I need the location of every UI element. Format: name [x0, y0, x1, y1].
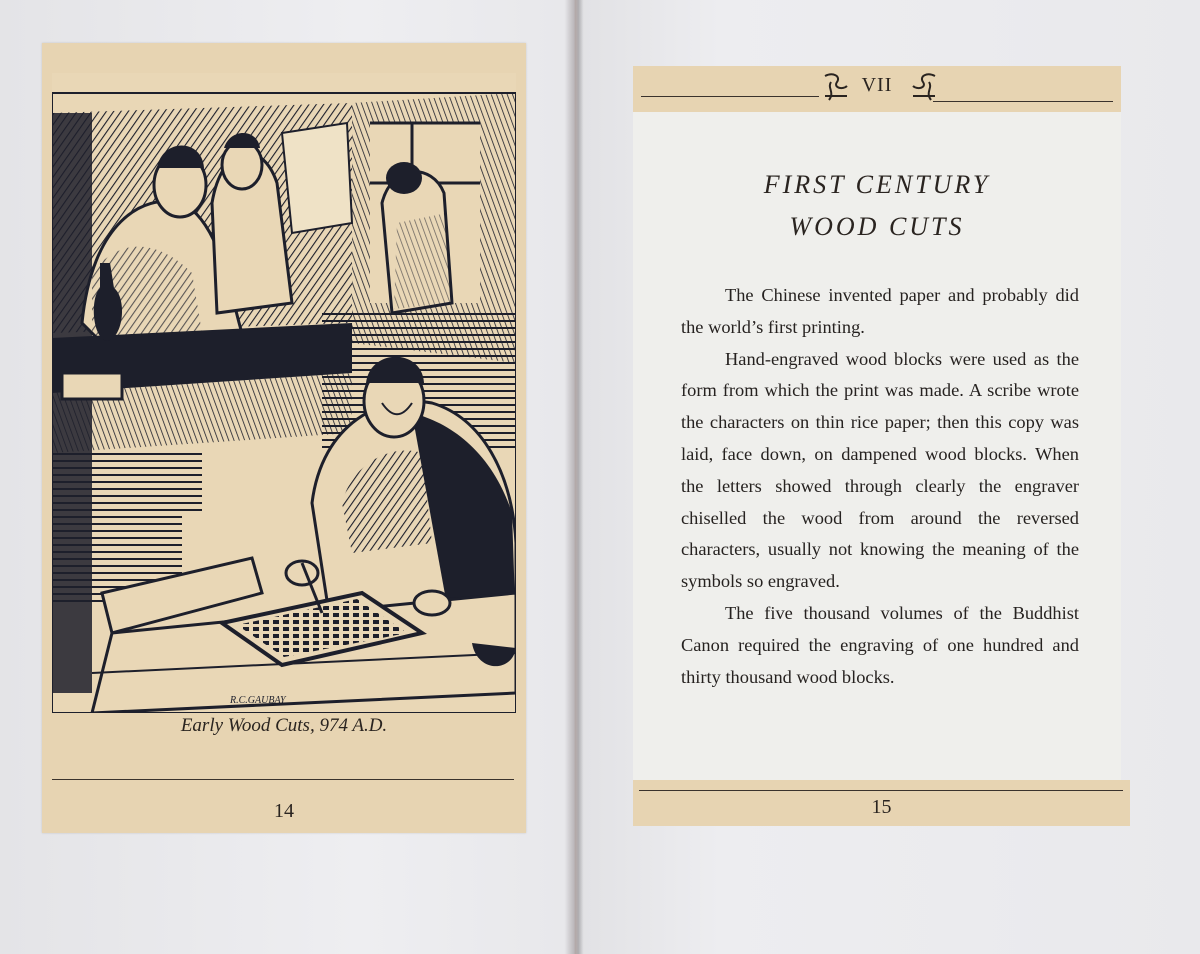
- svg-text:R.C.GAUBAY: R.C.GAUBAY: [230, 695, 286, 706]
- chapter-title-line2: WOOD CUTS: [789, 212, 965, 241]
- chapter-header-band: [633, 66, 1121, 112]
- illustration-caption: Early Wood Cuts, 974 A.D.: [180, 715, 388, 736]
- right-page-text-block: [633, 112, 1121, 780]
- left-footer-rule: [52, 779, 514, 780]
- paragraph: Hand-engraved wood blocks were used as the form from which the print was made. A scribe wrote the characters on thin rice paper; then this copy was laid, face down, on dampened wood blocks. When the letters showed through clearly the engraver chiselled the wood from around the reversed characters, usually not knowing the meaning of the symbols so engraved.: [681, 348, 1079, 592]
- chapter-title-line1: FIRST CENTURY: [763, 170, 991, 199]
- chapter-number: VII: [861, 74, 893, 96]
- woodcut-illustration-art: [52, 73, 516, 713]
- paragraph: The five thousand volumes of the Buddhist Canon required the engraving of one hundred and thirty thousand wood blocks.: [681, 602, 1079, 687]
- right-footer-band: [633, 780, 1130, 826]
- woodcut-illustration: [52, 73, 516, 713]
- left-page-number: 14: [274, 800, 294, 822]
- left-page-plate: [42, 43, 526, 833]
- right-footer-rule: [639, 790, 1123, 791]
- header-rule-right: [933, 101, 1113, 102]
- fleuron-right-icon: [909, 70, 939, 104]
- book-gutter: [565, 0, 585, 954]
- chapter-body: [681, 280, 1079, 693]
- paragraph: The Chinese invented paper and probably did the world’s first printing.: [681, 285, 1079, 337]
- right-page-number: 15: [871, 796, 892, 818]
